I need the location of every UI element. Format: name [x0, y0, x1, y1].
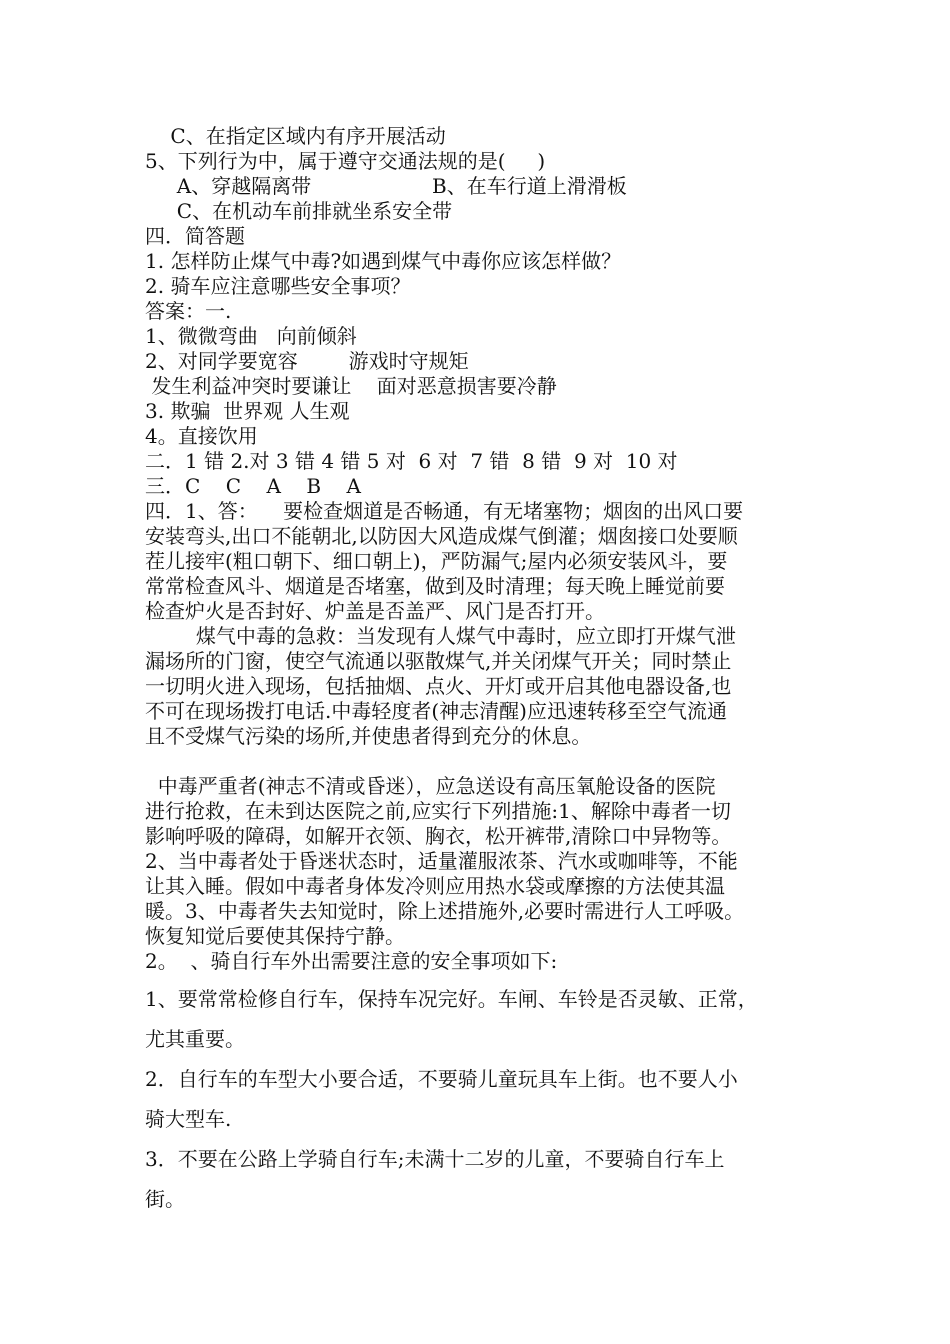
answer-line: 4。直接饮用 [145, 424, 258, 448]
answer-line: 3. 欺骗 世界观 人生观 [145, 399, 350, 423]
text-line-question-5: 5、下列行为中，属于遵守交通法规的是( ) [145, 149, 546, 173]
answer-paragraph-line: 2。 、骑自行车外出需要注意的安全事项如下: [145, 949, 558, 973]
answer-paragraph-line: 煤气中毒的急救：当发现有人煤气中毒时，应立即打开煤气泄 [145, 624, 736, 648]
text-line-option-c2: C、在机动车前排就坐系安全带 [145, 199, 453, 223]
answer-paragraph-line: 安装弯头,出口不能朝北,以防因大风造成煤气倒灌；烟囱接口处要顺 [145, 524, 738, 548]
text-line-question-1: 1. 怎样防止煤气中毒?如遇到煤气中毒你应该怎样做？ [145, 249, 622, 273]
answer-paragraph-line: 让其入睡。假如中毒者身体发冷则应用热水袋或摩擦的方法使其温 [145, 874, 725, 898]
answer-paragraph-line: 四．1、答： 要检查烟道是否畅通，有无堵塞物；烟囱的出风口要 [145, 499, 744, 523]
answer-paragraph-line: 恢复知觉后要使其保持宁静。 [145, 924, 405, 948]
answer-paragraph-line: 一切明火进入现场，包括抽烟、点火、开灯或开启其他电器设备,也 [145, 674, 732, 698]
answer-paragraph-line: 尤其重要。 [145, 1027, 245, 1051]
answer-line-choices: 三．C C A B A [145, 474, 361, 498]
answer-paragraph-line: 茬儿接牢(粗口朝下、细口朝上)，严防漏气;屋内必须安装风斗，要 [145, 549, 728, 573]
answer-line: 2、对同学要宽容 游戏时守规矩 [145, 349, 469, 373]
answers-heading: 答案：一. [145, 299, 232, 323]
answer-paragraph-line: 且不受煤气污染的场所,并使患者得到充分的休息。 [145, 724, 592, 748]
answer-paragraph-line: 检查炉火是否封好、炉盖是否盖严、风门是否打开。 [145, 599, 605, 623]
answer-paragraph-line: 3．不要在公路上学骑自行车;未满十二岁的儿童，不要骑自行车上 [145, 1147, 725, 1171]
answer-paragraph-line: 进行抢救，在未到达医院之前,应实行下列措施:1、解除中毒者一切 [145, 799, 731, 823]
text-line-options-ab: A、穿越隔离带 B、在车行道上滑滑板 [145, 174, 627, 198]
answer-paragraph-line: 1、要常常检修自行车，保持车况完好。车闸、车铃是否灵敏、正常， [145, 987, 758, 1011]
answer-line: 发生利益冲突时要谦让 面对恶意损害要冷静 [145, 374, 557, 398]
text-line-question-2: 2. 骑车应注意哪些安全事项？ [145, 274, 411, 298]
text-line-option-c: C、在指定区域内有序开展活动 [145, 124, 446, 148]
answer-paragraph-line: 暖。3、中毒者失去知觉时，除上述措施外,必要时需进行人工呼吸。 [145, 899, 745, 923]
answer-paragraph-line: 2．自行车的车型大小要合适，不要骑儿童玩具车上街。也不要人小 [145, 1067, 738, 1091]
answer-paragraph-line: 影响呼吸的障碍，如解开衣领、胸衣，松开裤带,清除口中异物等。 [145, 824, 732, 848]
section-heading-short-answer: 四．简答题 [145, 224, 245, 248]
answer-line-true-false: 二．1 错 2.对 3 错 4 错 5 对 6 对 7 错 8 错 9 对 10 对 [145, 449, 678, 473]
answer-paragraph-line: 街。 [145, 1187, 185, 1211]
answer-paragraph-line: 中毒严重者(神志不清或昏迷），应急送设有高压氧舱设备的医院 [145, 774, 716, 798]
answer-line: 1、微微弯曲 向前倾斜 [145, 324, 357, 348]
answer-paragraph-line: 不可在现场拨打电话.中毒轻度者(神志清醒)应迅速转移至空气流通 [145, 699, 727, 723]
answer-paragraph-line: 漏场所的门窗，使空气流通以驱散煤气,并关闭煤气开关；同时禁止 [145, 649, 732, 673]
answer-paragraph-line: 2、当中毒者处于昏迷状态时，适量灌服浓茶、汽水或咖啡等，不能 [145, 849, 738, 873]
answer-paragraph-line: 骑大型车. [145, 1107, 232, 1131]
answer-paragraph-line: 常常检查风斗、烟道是否堵塞，做到及时清理；每天晚上睡觉前要 [145, 574, 725, 598]
